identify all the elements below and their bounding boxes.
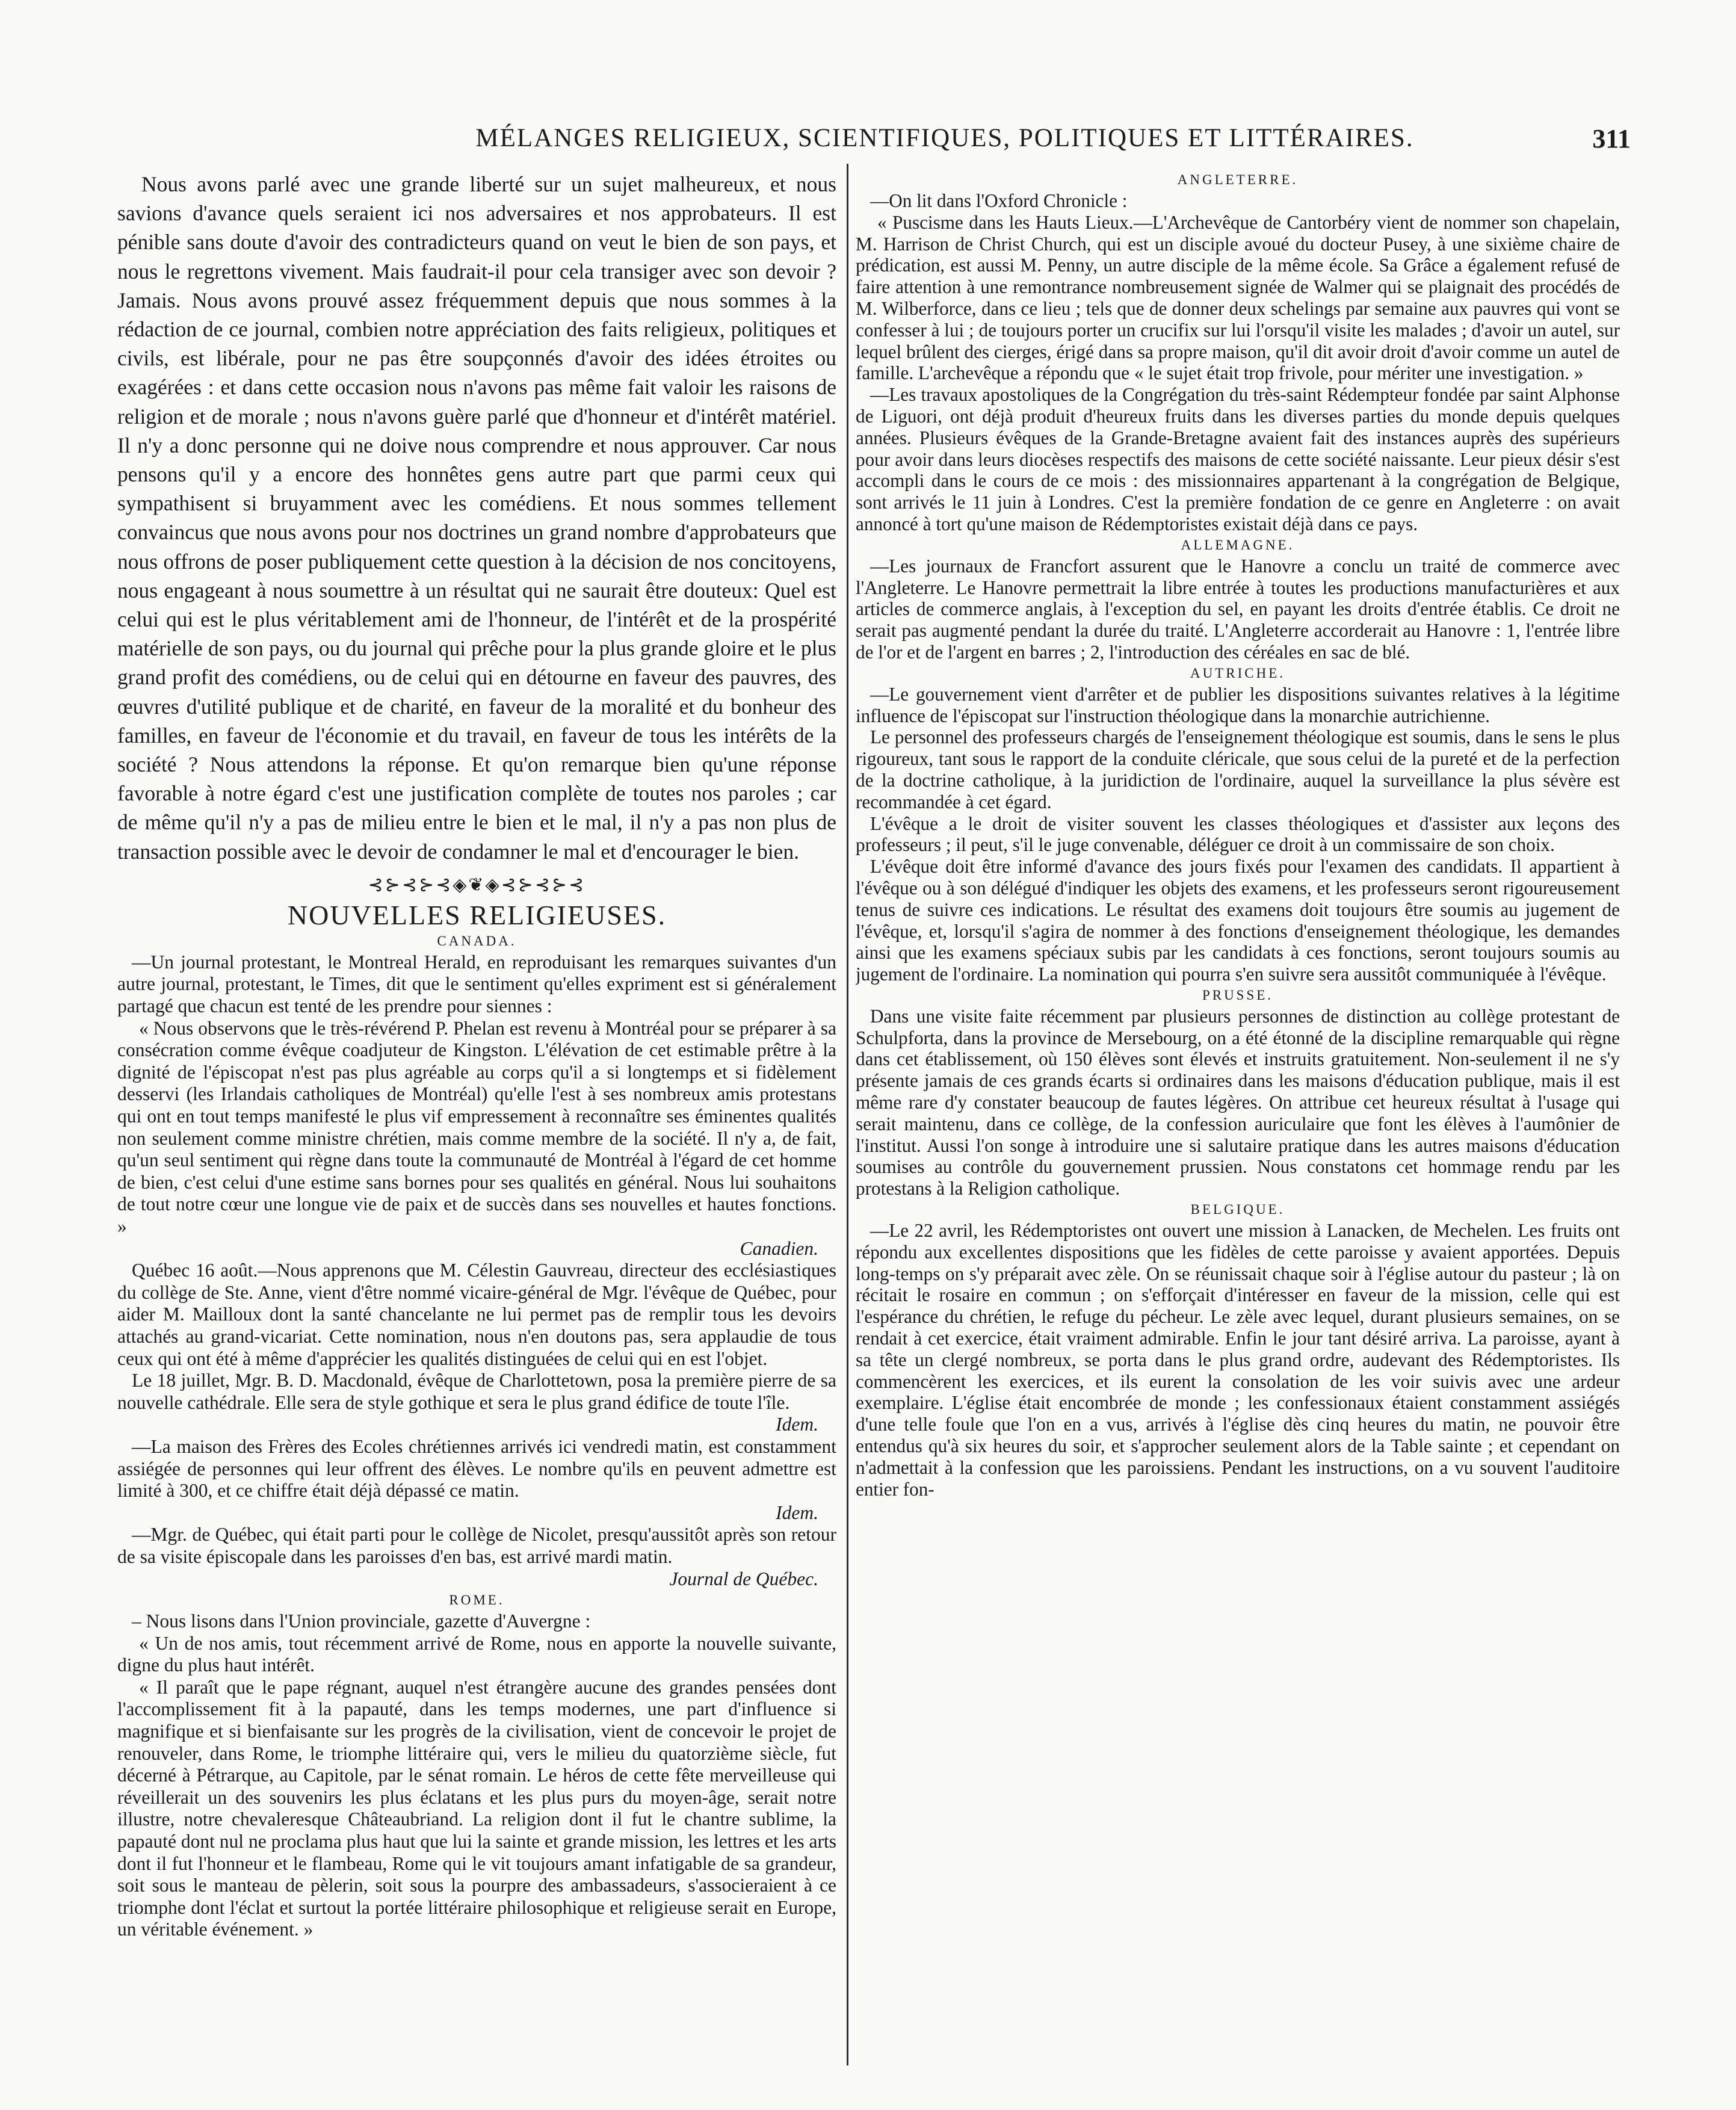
news-item-text: —Mgr. de Québec, qui était parti pour le collège de Nicolet, presqu'aussitôt après son retour de sa visite épiscopale dans les paroisses d'en bas, est arrivé mardi matin. [117,1524,836,1567]
column-divider [847,164,848,2065]
section-title: NOUVELLES RELIGIEUSES. [287,899,667,930]
news-source: Idem. [776,1414,818,1435]
left-column [117,170,836,2071]
news-item [117,1436,836,1524]
news-item-text: Le 18 juillet, Mgr. B. D. Macdonald, évêque de Charlottetown, posa la première pierre de sa nouvelle cathédrale. Elle sera de style gothique et sera le plus grand édifice de toute l'île. [117,1370,836,1413]
news-item: L'évêque doit être informé d'avance des jours fixés pour l'examen des candidats. Il appartient à l'évêque ou à son délégué d'indiquer les objets des examens, et les professeurs seront rigoureusement tenus de suivre ces indications. Le résultat des examens doit toujours être soumis au jugement de l'évêque, et, lorsqu'il s'agira de nommer à des fonctions d'enseignement théologique, les demandes ainsi que les examens spéciaux subis par les candidats à ces fonctions, seront toujours soumis au jugement de l'ordinaire. La nomination qui pourra s'en suivre sera aussitôt communiquée à l'évêque. [856,856,1620,985]
page-header [150,123,1631,159]
news-item: « Un de nos amis, tout récemment arrivé de Rome, nous en apporte la nouvelle suivante, digne du plus haut intérêt. [117,1632,836,1676]
news-item [117,1018,836,1260]
news-source: Idem. [776,1502,818,1523]
subheading-autriche: AUTRICHE. [1190,665,1286,681]
subheading-angleterre: ANGLETERRE. [1177,172,1299,187]
subheading-allemagne: ALLEMAGNE. [1181,537,1295,552]
news-item-text: « Nous observons que le très-révérend P. Phelan est revenu à Montréal pour se préparer à sa consécration comme évêque coadjuteur de Kingston. L'élévation de cet estimable prêtre à la dignité de l'épiscopat n'est pas plus agréable au corps qu'il a si longtemps et si fidèlement desservi (les Irlandais catholiques de Montréal) qu'elle l'est à ses nombreux amis protestans qui ont en tout temps manifesté le plus vif empressement à reconnaître ses éminentes qualités non seulement comme ministre chrétien, mais comme membre de la société. Il n'y a, de fait, qu'un seul sentiment qui règne dans toute la communauté de Montréal à l'égard de cet homme de bien, c'est celui d'une estime sans bornes pour ses qualités en général. Nous lui souhaitons de tout notre cœur une longue vie de paix et de succès dans ses nouvelles et hautes fonctions. » [117,1017,836,1237]
editorial-article [117,170,836,866]
news-source: Canadien. [740,1237,818,1259]
canada-section [117,932,836,1941]
news-source: Journal de Québec. [669,1568,818,1589]
news-item: – Nous lisons dans l'Union provinciale, gazette d'Auvergne : [132,1610,591,1632]
news-item: —Les journaux de Francfort assurent que le Hanovre a conclu un traité de commerce avec l'Angleterre. Le Hanovre permettrait la libre entrée à toutes les productions manufacturières et aux articles de commerce anglais, à l'exception du sel, en payant les droits d'entrée établis. Ce droit ne serait pas augmenté pendant la durée du traité. L'Angleterre accorderait au Hanovre : 1, l'entrée libre de l'or et de l'argent en barres ; 2, l'introduction des céréales en sac de blé. [856,555,1620,663]
news-item [117,1524,836,1590]
news-item: —On lit dans l'Oxford Chronicle : [870,190,1128,211]
news-item-text: —La maison des Frères des Ecoles chrétiennes arrivés ici vendredi matin, est constamment assiégée de personnes qui leur offrent des élèves. Le nombre qu'ils en peuvent admettre est limité à 300, et ce chiffre était déjà dépassé ce matin. [117,1435,836,1502]
subheading-rome: ROME. [449,1592,505,1608]
right-column [856,170,1620,2071]
news-item: « Il paraît que le pape régnant, auquel n'est étrangère aucune des grandes pensées dont l'accomplissement fit à la papauté, dans les temps modernes, une part d'influence si magnifique et si bienfaisante sur les progrès de la civilisation, vient de concevoir le projet de renouveler, dans Rome, le triomphe littéraire qui, vers le milieu du quatorzième siècle, fut décerné à Pétrarque, au Capitole, par le sénat romain. Le héros de cette fête merveilleuse qui réveillerait un des souvenirs les plus éclatans et les plus purs du moyen-âge, serait notre illustre, notre chevaleresque Châteaubriand. La religion dont il fut le chantre sublime, la papauté dont nul ne proclama plus haut que lui la sainte et grande mission, les lettres et les arts dont il fut l'honneur et le flambeau, Rome qui le vit toujours amant infatigable de sa grandeur, soit sous le manteau de pèlerin, soit sous la pourpre des ambassadeurs, s'associeraient à ce triomphe dont l'éclat et surtout la portée littéraire philosophique et religieuse serait en Europe, un véritable événement. » [117,1676,836,1940]
news-item: Dans une visite faite récemment par plusieurs personnes de distinction au collège protestant de Schulpforta, dans la province de Mersebourg, on a été étonné de la discipline remarquable qui règne dans cet établissement, où 150 élèves sont élevés et instruits gratuitement. Non-seulement il ne s'y présente jamais de ces grands écarts si ordinaires dans les maisons d'éducation publique, mais il est même rare d'y constater beaucoup de fautes légères. On attribue cet heureux résultat à l'usage qui serait maintenu, dans ce collège, de la confession auriculaire que font les élèves à l'aumônier de l'institut. Aussi l'on songe à introduire une si salutaire pratique dans les autres maisons d'éducation soumises au contrôle du gouvernement prussien. Nous constatons cet hommage rendu par les protestans à la Religion catholique. [856,1005,1620,1199]
news-item: —Le gouvernement vient d'arrêter et de publier les dispositions suivantes relatives à la légitime influence de l'épiscopat sur l'instruction théologique dans la monarchie autrichienne. [856,683,1620,726]
news-item: Québec 16 août.—Nous apprenons que M. Célestin Gauvreau, directeur des ecclésiastiques du collège de Ste. Anne, vient d'être nommé vicaire-général de Mgr. l'évêque de Québec, pour aider M. Mailloux dont la santé chancelante ne lui permet pas de remplir tous les devoirs attachés au grand-vicariat. Cette nomination, nous n'en doutons pas, sera applaudie de tous ceux qui ont été à même d'apprécier les qualités distinguées de celui qui en est l'objet. [117,1260,836,1369]
subheading-prusse: PRUSSE. [1202,987,1274,1003]
news-item: —Le 22 avril, les Rédemptoristes ont ouvert une mission à Lanacken, de Mechelen. Les fruits ont répondu aux excellentes dispositions que les fidèles de cette paroisse y avaient apportées. Depuis long-temps on s'y préparait avec zèle. On se réunissait chaque soir à l'église autour du pasteur ; là on récitait le rosaire en commun ; on s'efforçait d'intéresser en faveur de la mission, celle qui est l'espérance du chrétien, le refuge du pécheur. Le zèle avec lequel, durant plusieurs semaines, on se rendait à cet exercice, était vraiment admirable. Enfin le jour tant désiré arriva. La paroisse, ayant à sa tête un clergé nombreux, se porta dans le plus grand ordre, audevant des Rédemptoristes. Ils commencèrent les exercices, et ils eurent la consolation de les voir suivis avec une ardeur exemplaire. L'église était encombrée de monde ; les confessionaux étaient constamment assiégés d'une telle foule que l'on en a vus, arrivés à l'église dès cinq heures du matin, ne pouvoir être entendus qu'à six heures du soir, et s'approcher seulement alors de la Table sainte ; et cependant on n'admettait à la confession que les paroissiens. Pendant les instructions, on a vu souvent l'auditoire entier fon- [856,1220,1620,1500]
subheading-belgique: BELGIQUE. [1190,1202,1285,1217]
news-item: « Puscisme dans les Hauts Lieux.—L'Archevêque de Cantorbéry vient de nommer son chapelain, M. Harrison de Christ Church, qui est un disciple avoué du docteur Pusey, à une sixième chaire de prédication, est aussi M. Penny, un autre disciple de la même école. Sa Grâce a également refusé de faire attention à une remontrance nombreusement signée de Walmer qui se plaignait des procédés de M. Wilberforce, dans ce lieu ; tels que de donner deux schelings par semaine aux pauvres qui vont se confesser à lui ; de toujours porter un crucifix sur lui l'orsqu'il visite les malades ; d'avoir un autel, sur lequel brûlent des cierges, érigé dans sa propre maison, qu'il dit avoir droit d'avoir comme un autel de famille. L'archevêque a répondu que « le sujet était trop frivole, pour mériter une investigation. » [856,211,1620,384]
running-title: MÉLANGES RELIGIEUX, SCIENTIFIQUES, POLITIQUES ET LITTÉRAIRES. [475,124,1414,152]
editorial-paragraph: Nous avons parlé avec une grande liberté sur un sujet malheureux, et nous savions d'avance quels seraient ici nos adversaires et nos approbateurs. Il est pénible sans doute d'avoir des contradicteurs quand on veut le bien de son pays, et nous le regrettons vivement. Mais faudrait-il pour cela transiger avec son devoir ? Jamais. Nous avons prouvé assez fréquemment depuis que nous sommes à la rédaction de ce journal, combien notre appréciation des faits religieux, politiques et civils, est libérale, pour ne pas être soupçonnés d'avoir des idées étroites ou exagérées : et dans cette occasion nous n'avons pas même fait valoir les raisons de religion et de morale ; nous n'avons guère parlé que d'honneur et d'intérêt matériel. Il n'y a donc personne qui ne doive nous comprendre et nous approuver. Car nous pensons qu'il y a encore des honnêtes gens autre part que parmi ceux qui sympathisent si bruyamment avec les comédiens. Et nous sommes tellement convaincus que nous avons pour nos doctrines un grand nombre d'approbateurs que nous offrons de poser publiquement cette question à la décision de nos concitoyens, nous engageant à nous soumettre à un résultat qui ne saurait être douteux: Quel est celui qui est le plus véritablement ami de l'honneur, de l'intérêt et de la prospérité matérielle de son pays, ou du journal qui prêche pour la plus grande gloire et le plus grand profit des comédiens, ou de celui qui en détourne en faveur des pauvres, des œuvres d'utilité publique et de charité, en faveur de la moralité et du bonheur des familles, en faveur de l'économie et du travail, en faveur de tous les intérêts de la société ? Nous attendons la réponse. Et qu'on remarque bien qu'une réponse favorable à notre égard c'est une justification complète de toutes nos paroles ; car de même qu'il n'y a pas de milieu entre le bien et le mal, il n'y a pas non plus de transaction possible avec le devoir de condamner le mal et d'encourager le bien. [117,172,836,864]
news-item: —Les travaux apostoliques de la Congrégation du très-saint Rédempteur fondée par saint Alphonse de Liguori, ont déjà produit d'heureux fruits dans les diverses parties du monde depuis quelques années. Plusieurs évêques de la Grande-Bretagne avaient fait des instances auprès des supérieurs pour avoir dans leurs diocèses respectifs des maisons de cette société naissante. Leur pieux désir s'est accompli dans le cours de ce mois : des missionnaires appartenant à la congrégation de Belgique, sont arrivés le 11 juin à Londres. C'est la première fondation de ce genre en Angleterre : on avait annoncé à tort qu'une maison de Rédemptoristes existait déjà dans ce pays. [856,384,1620,534]
news-item: —Un journal protestant, le Montreal Herald, en reproduisant les remarques suivantes d'un autre journal, protestant, le Times, dit que le sentiment qu'elles expriment est si généralement partagé que chacun est tenté de les prendre pour siennes : [117,951,836,1017]
news-item: Le personnel des professeurs chargés de l'enseignement théologique est soumis, dans le sens le plus rigoureux, tant sous le rapport de la conduite cléricale, que sous celui de la pureté et de la perfection de la doctrine catholique, à la juridiction de l'ordinaire, auquel la surveillance la plus sévère est recommandée à cet égard. [856,726,1620,812]
subheading-canada: CANADA. [437,933,517,948]
foreign-news [856,171,1620,1500]
page-number: 311 [1592,124,1631,153]
ornament-divider: ⊰⊱⊰⊱⊰◈❦◈⊰⊱⊰⊱⊰ [368,874,586,895]
news-item: L'évêque a le droit de visiter souvent les classes théologiques et d'assister aux leçons des professeurs ; il peut, s'il le juge convenable, déléguer ce droit à un commissaire de son choix. [856,812,1620,856]
news-item [117,1370,836,1436]
